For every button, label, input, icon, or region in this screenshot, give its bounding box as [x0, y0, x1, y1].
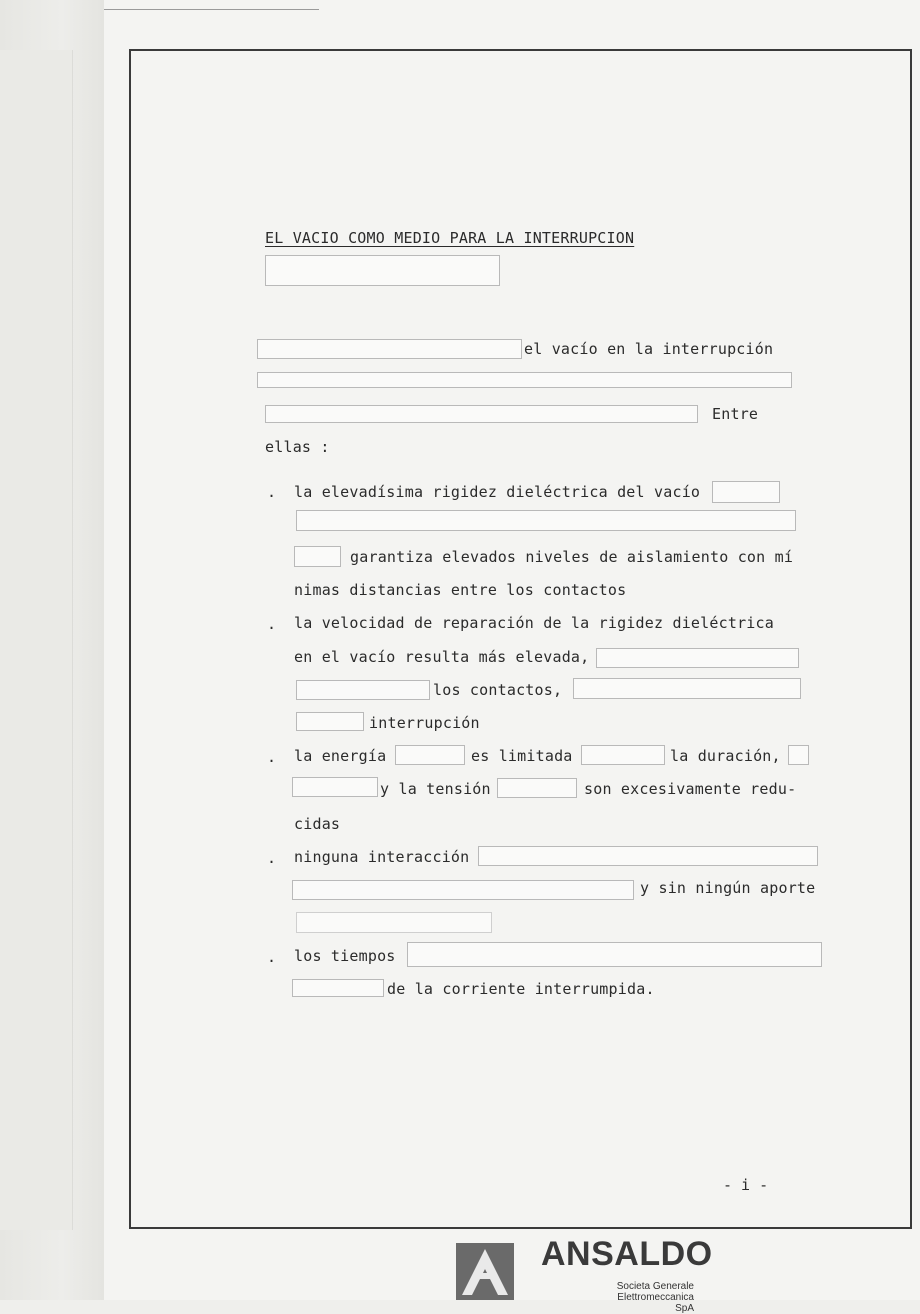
redacted-block	[294, 546, 341, 567]
brand-subtitle-line-1: Societa Generale	[616, 1281, 694, 1292]
redacted-block	[581, 745, 665, 765]
redacted-block	[296, 510, 796, 531]
item-3-text-e: son excesivamente redu-	[584, 780, 797, 798]
item-3-text-d: y la tensión	[380, 780, 491, 798]
redacted-block	[265, 255, 500, 286]
redacted-block	[292, 777, 378, 797]
redacted-block	[478, 846, 818, 866]
redacted-block	[257, 339, 522, 359]
redacted-block	[395, 745, 465, 765]
scan-underlying-page	[0, 50, 73, 1230]
item-2-line-2: en el vacío resulta más elevada,	[294, 648, 590, 666]
item-3-text-b: es limitada	[471, 747, 573, 765]
brand-subtitle	[600, 1281, 694, 1314]
brand-name: ANSALDO	[541, 1235, 713, 1273]
item-2-line-3: los contactos,	[433, 681, 563, 699]
redacted-block	[596, 648, 799, 668]
item-1-line-3: garantiza elevados niveles de aislamiento con mí	[350, 548, 794, 566]
item-4-line-1: ninguna interacción	[294, 848, 470, 866]
intro-line-4: ellas :	[265, 438, 330, 456]
ansaldo-logo-icon	[456, 1243, 514, 1300]
redacted-block	[788, 745, 809, 765]
redacted-block	[296, 680, 430, 700]
redacted-block	[292, 880, 634, 900]
item-2-line-4: interrupción	[369, 714, 480, 732]
redacted-block	[296, 712, 364, 731]
item-1-line-4: nimas distancias entre los contactos	[294, 581, 627, 599]
redacted-block	[265, 405, 698, 423]
redacted-block	[573, 678, 801, 699]
document-title: EL VACIO COMO MEDIO PARA LA INTERRUPCION	[265, 229, 635, 247]
bullet-marker: .	[267, 615, 277, 633]
bullet-marker: .	[267, 948, 277, 966]
bullet-marker: .	[267, 748, 277, 766]
redacted-block	[497, 778, 577, 798]
bullet-marker: .	[267, 849, 277, 867]
item-5-line-2: de la corriente interrumpida.	[387, 980, 655, 998]
intro-line-1: el vacío en la interrupción	[524, 340, 774, 358]
page-number: - i -	[723, 1176, 769, 1194]
item-3-text-c: la duración,	[670, 747, 781, 765]
intro-line-3: Entre	[712, 405, 759, 423]
item-3-text-a: la energía	[294, 747, 387, 765]
redacted-block	[257, 372, 792, 388]
item-3-line-3: cidas	[294, 815, 341, 833]
redacted-block	[712, 481, 780, 503]
item-2-line-1: la velocidad de reparación de la rigidez dieléctrica	[294, 614, 774, 632]
brand-subtitle-line-2: Elettromeccanica SpA	[617, 1292, 694, 1314]
redacted-block	[407, 942, 822, 967]
page-frame	[129, 49, 912, 1229]
top-edge-line	[104, 9, 319, 10]
item-5-line-1: los tiempos	[294, 947, 396, 965]
item-1-line-1: la elevadísima rigidez dieléctrica del vacío	[294, 483, 701, 501]
item-4-line-2: y sin ningún aporte	[640, 879, 816, 897]
redacted-block	[292, 979, 384, 997]
redacted-block	[296, 912, 492, 933]
bullet-marker: .	[267, 483, 277, 501]
